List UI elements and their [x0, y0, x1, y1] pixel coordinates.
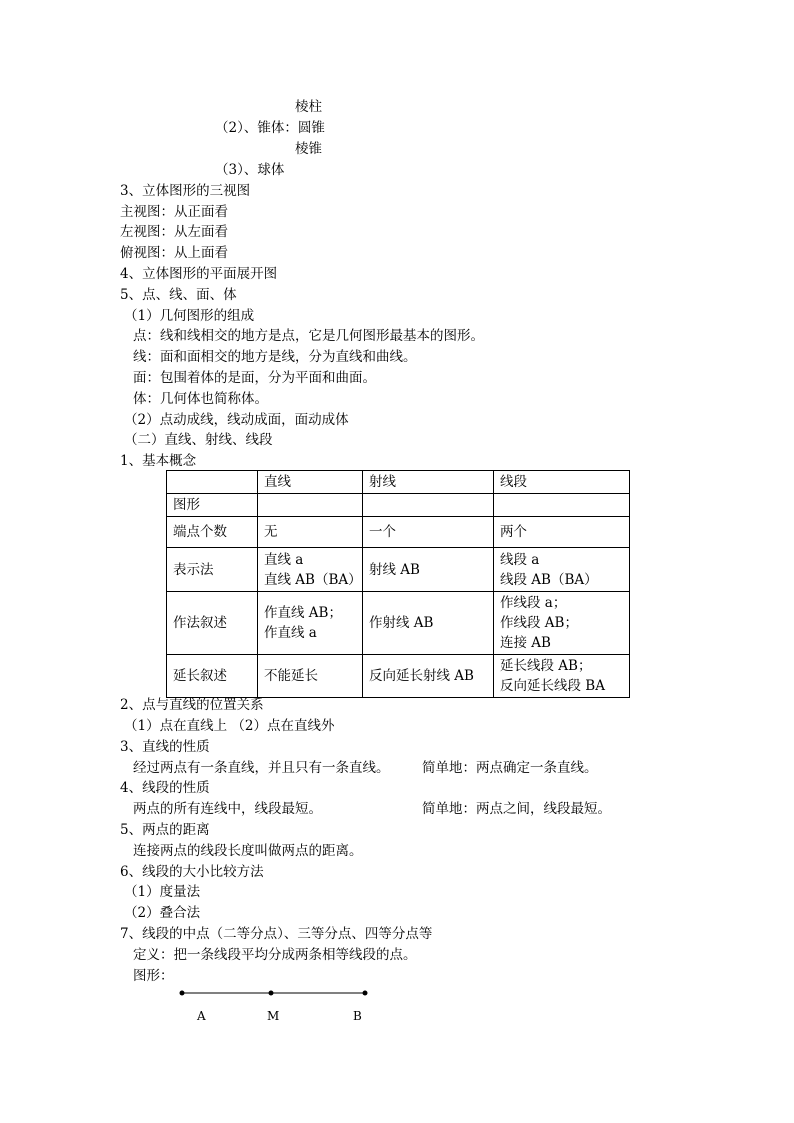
- ray-cell: [363, 494, 494, 517]
- table-row: [167, 517, 630, 548]
- row-label: 端点个数: [167, 517, 258, 548]
- prism-line: 棱柱: [295, 99, 322, 115]
- cell-text: 直线 AB（BA）: [264, 571, 362, 588]
- cell-text: 连接 AB: [500, 635, 551, 651]
- left-view: 左视图：从左面看: [120, 224, 228, 240]
- front-view: 主视图：从正面看: [120, 204, 228, 220]
- segment-cell: [494, 592, 630, 655]
- table-row: [167, 494, 630, 517]
- cell-text: 作射线 AB: [369, 615, 434, 631]
- line-cell: [258, 517, 363, 548]
- line-property: 经过两点有一条直线，并且只有一条直线。: [133, 760, 390, 776]
- table-header-cell: 射线: [363, 471, 494, 494]
- pyramid-line: 棱锥: [295, 141, 322, 157]
- row-label: 延长叙述: [167, 655, 258, 698]
- row-label: 作法叙述: [167, 592, 258, 655]
- ray-cell: [363, 655, 494, 698]
- point-a-label: A: [197, 1009, 206, 1023]
- segment-property-heading: 4、线段的性质: [120, 780, 210, 796]
- table-row: [167, 655, 630, 698]
- segment-property-short: 简单地：两点之间，线段最短。: [422, 801, 611, 817]
- segment-cell: [494, 548, 630, 592]
- comparison-heading: 6、线段的大小比较方法: [120, 864, 264, 880]
- cell-text: 两个: [500, 524, 527, 540]
- distance-definition: 连接两点的线段长度叫做两点的距离。: [133, 843, 363, 859]
- cell-text: 反向延长线段 BA: [500, 678, 605, 694]
- table-row: [167, 548, 630, 592]
- part2-heading: （二）直线、射线、线段: [124, 432, 273, 448]
- cell-text: 作线段 a；: [500, 595, 567, 611]
- row-label: 表示法: [167, 548, 258, 592]
- midpoint-figure: [176, 984, 376, 1029]
- position-heading: 2、点与直线的位置关系: [120, 697, 264, 713]
- point-definition: 点：线和线相交的地方是点，它是几何图形最基本的图形。: [133, 328, 484, 344]
- cell-text: 作直线 AB；: [264, 605, 342, 621]
- comparison-method-1: （1）度量法: [124, 884, 201, 900]
- cell-text: 作直线 a: [264, 625, 317, 641]
- cell-text: 线段 AB（BA）: [500, 571, 598, 588]
- top-view: 俯视图：从上面看: [120, 245, 228, 261]
- cell-text: 作线段 AB；: [500, 615, 578, 631]
- surface-definition: 面：包围着体的是面，分为平面和曲面。: [133, 370, 376, 386]
- cell-text: 线段 a: [500, 551, 540, 568]
- line-cell: [258, 494, 363, 517]
- table-header-cell: [167, 471, 258, 494]
- composition-heading: （1）几何图形的组成: [124, 308, 255, 324]
- distance-heading: 5、两点的距离: [120, 822, 210, 838]
- cell-text: 无: [264, 524, 278, 540]
- line-property-heading: 3、直线的性质: [120, 739, 210, 755]
- basic-concepts-heading: 1、基本概念: [120, 453, 197, 469]
- point-m-label: M: [267, 1009, 280, 1023]
- line-cell: [258, 548, 363, 592]
- figure-label: 图形：: [133, 968, 174, 984]
- section5-heading: 5、点、线、面、体: [120, 287, 237, 303]
- midpoint-heading: 7、线段的中点（二等分点）、三等分点、四等分点等: [120, 926, 433, 942]
- line-cell: [258, 655, 363, 698]
- cell-text: 延长线段 AB；: [500, 658, 592, 674]
- motion-statement: （2）点动成线，线动成面，面动成体: [124, 412, 349, 428]
- cell-text: 不能延长: [264, 668, 318, 684]
- concept-table: [166, 470, 630, 698]
- ray-cell: [363, 548, 494, 592]
- point-a-dot: [180, 991, 185, 996]
- segment-cell: [494, 517, 630, 548]
- segment-property: 两点的所有连线中，线段最短。: [133, 801, 322, 817]
- ray-cell: [363, 517, 494, 548]
- point-m-dot: [269, 991, 274, 996]
- segment-cell: [494, 655, 630, 698]
- line-property-short: 简单地：两点确定一条直线。: [422, 760, 598, 776]
- ray-cell: [363, 592, 494, 655]
- midpoint-definition: 定义：把一条线段平均分成两条相等线段的点。: [133, 947, 417, 963]
- row-label: 图形: [167, 494, 258, 517]
- table-row: [167, 592, 630, 655]
- cell-text: 反向延长射线 AB: [369, 668, 474, 684]
- line-cell: [258, 592, 363, 655]
- table-header-cell: 直线: [258, 471, 363, 494]
- line-definition: 线：面和面相交的地方是线，分为直线和曲线。: [133, 349, 417, 365]
- section3-heading: 3、立体图形的三视图: [120, 183, 251, 199]
- comparison-method-2: （2）叠合法: [124, 905, 201, 921]
- point-b-dot: [363, 991, 368, 996]
- table-header-cell: 线段: [494, 471, 630, 494]
- solid-definition: 体：几何体也简称体。: [133, 391, 268, 407]
- cell-text: 直线 a: [264, 551, 304, 568]
- cell-text: 射线 AB: [369, 561, 420, 578]
- cell-text: 一个: [369, 524, 396, 540]
- segment-cell: [494, 494, 630, 517]
- sphere-line: （3）、球体: [215, 162, 285, 178]
- table-header-row: [167, 471, 630, 494]
- section4-heading: 4、立体图形的平面展开图: [120, 266, 278, 282]
- cone-line: （2）、锥体：圆锥: [215, 120, 325, 136]
- point-b-label: B: [353, 1009, 362, 1023]
- position-items: （1）点在直线上 （2）点在直线外: [124, 718, 335, 734]
